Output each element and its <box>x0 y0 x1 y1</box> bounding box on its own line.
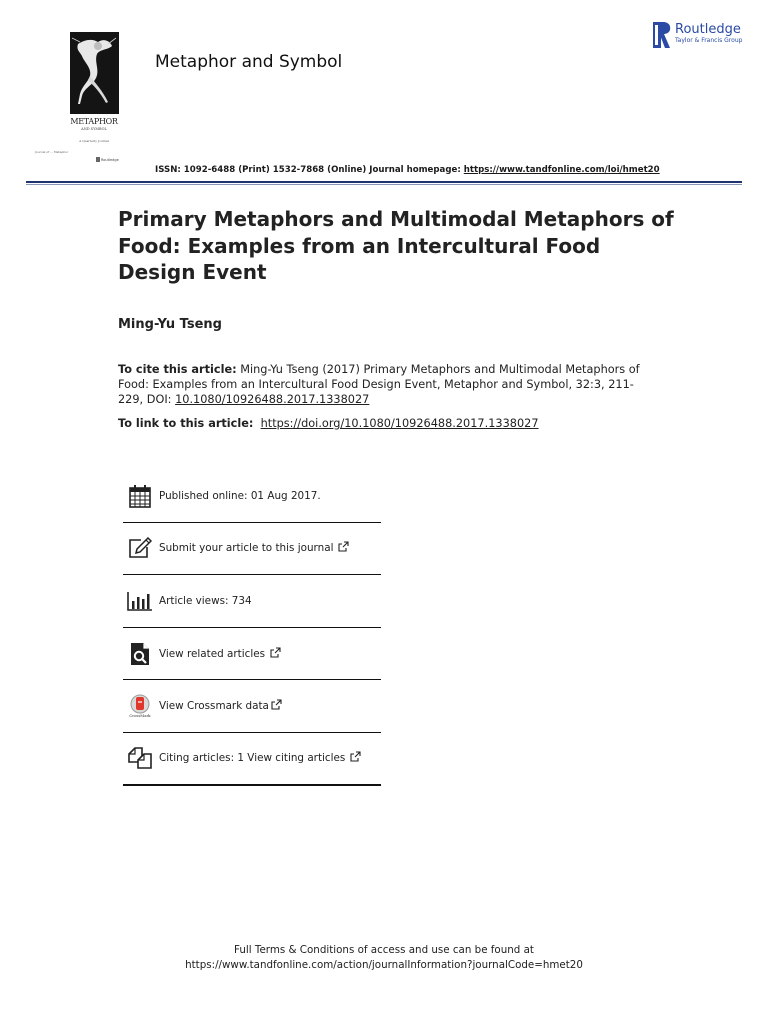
external-link-icon <box>271 699 282 713</box>
bar-chart-icon <box>127 588 153 614</box>
submit-article-row[interactable] <box>123 523 381 576</box>
crossmark-row[interactable] <box>123 680 381 733</box>
citing-articles-label: Citing articles: 1 View citing articles <box>159 752 346 765</box>
header-rule <box>26 181 742 183</box>
cover-subtitle: AND SYMBOL <box>81 127 107 131</box>
citation-block <box>118 363 658 407</box>
article-views: Article views: 734 <box>159 594 252 607</box>
footer-line-1: Full Terms & Conditions of access and use can be found at <box>234 944 534 956</box>
published-date: Published online: 01 Aug 2017. <box>159 489 321 502</box>
article-views-row <box>123 575 381 628</box>
citing-articles-icon <box>127 745 153 771</box>
issn-line <box>155 165 660 175</box>
article-link-row <box>118 417 539 430</box>
publisher-name: Routledge <box>675 22 741 37</box>
cover-title: METAPHOR <box>70 117 118 126</box>
cover-small-right-label: Routledge <box>101 158 119 162</box>
article-metadata-panel <box>123 470 381 786</box>
cover-small-right <box>96 157 119 163</box>
routledge-small-icon <box>96 157 100 163</box>
footer-terms-link[interactable]: https://www.tandfonline.com/action/journalInformation?journalCode=hmet20 <box>185 958 583 971</box>
header-rule-thin <box>26 184 742 185</box>
link-label: To link to this article: <box>118 417 254 430</box>
published-row <box>123 470 381 523</box>
article-title: Primary Metaphors and Multimodal Metaphors of Food: Examples from an Intercultural Food Design Event <box>118 207 674 284</box>
external-link-icon <box>270 647 281 661</box>
journal-cover-image <box>70 32 119 114</box>
routledge-logo-icon <box>653 22 671 52</box>
document-search-icon <box>127 641 153 667</box>
journal-title: Metaphor and Symbol <box>155 52 343 72</box>
issn-text: ISSN: 1092-6488 (Print) 1532-7868 (Online) Journal homepage: <box>155 165 464 175</box>
external-link-icon <box>338 541 349 555</box>
edit-icon <box>127 535 153 561</box>
related-articles-row[interactable] <box>123 628 381 681</box>
publisher-group: Taylor & Francis Group <box>675 37 743 44</box>
cover-tagline: A Quarterly Journal <box>79 139 109 143</box>
submit-article-label: Submit your article to this journal <box>159 542 334 555</box>
citing-articles-row[interactable] <box>123 733 381 786</box>
article-author: Ming-Yu Tseng <box>118 317 222 332</box>
calendar-icon <box>127 483 153 509</box>
article-doi-url[interactable]: https://doi.org/10.1080/10926488.2017.1338027 <box>260 417 539 430</box>
doi-link[interactable]: 10.1080/10926488.2017.1338027 <box>175 392 370 406</box>
publisher-logo <box>653 22 742 52</box>
citation-text: Ming-Yu Tseng (2017) Primary Metaphors and Multimodal Metaphors of Food: Examples from an Intercultural Food Design Event, Metaphor and Symbol, 32:3, 211-229, DOI: <box>118 363 640 406</box>
crossmark-logo-text: CrossMark <box>129 713 151 719</box>
cover-small-left: Journal of ... Metaphor <box>35 150 69 154</box>
external-link-icon <box>350 751 361 765</box>
related-articles-label: View related articles <box>159 647 266 660</box>
footer-terms <box>0 943 768 972</box>
crossmark-icon <box>127 693 153 719</box>
crossmark-label: View Crossmark data <box>159 700 269 713</box>
citation-label: To cite this article: <box>118 363 237 376</box>
journal-homepage-link[interactable]: https://www.tandfonline.com/loi/hmet20 <box>463 165 660 175</box>
